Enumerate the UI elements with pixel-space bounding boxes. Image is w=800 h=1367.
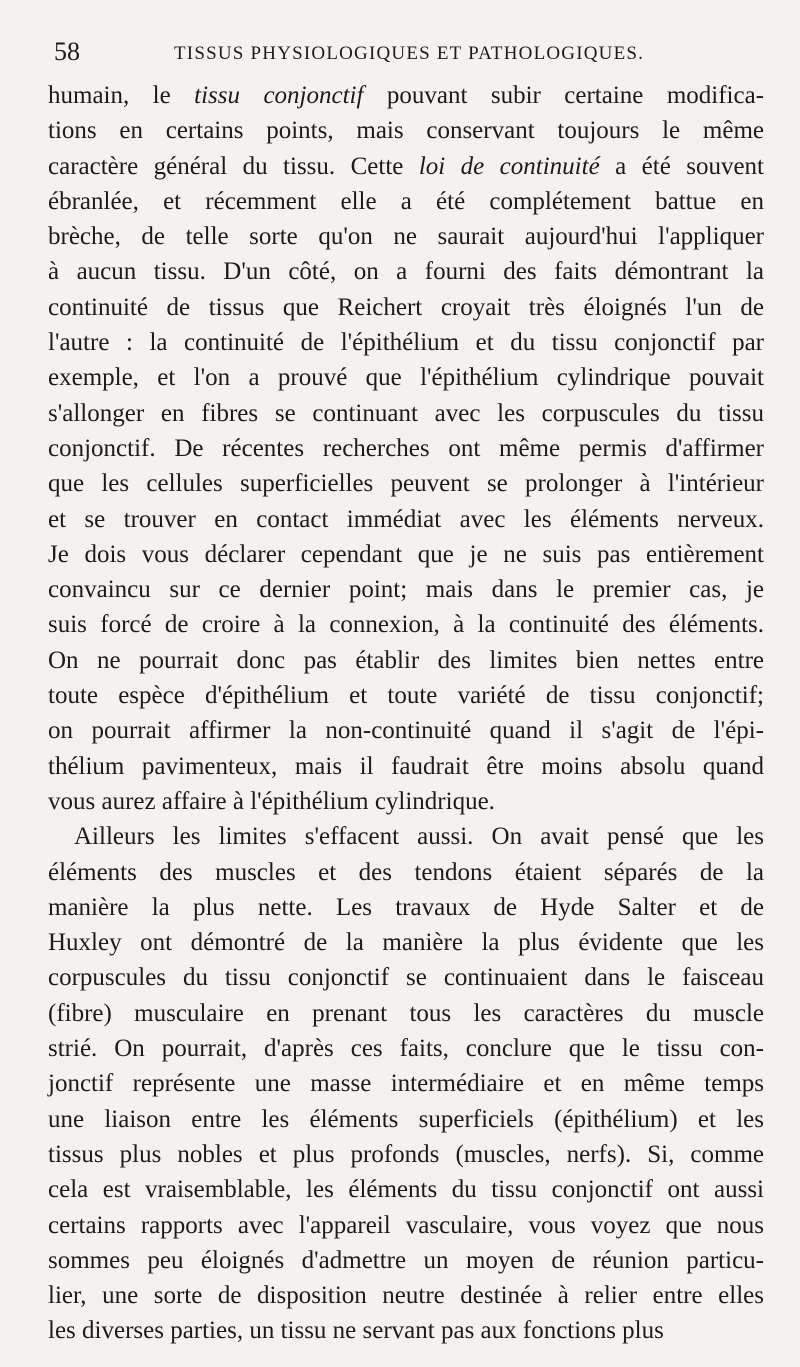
text-run: toute espèce d'épithélium et toute variété de tissu conjonctif; — [48, 682, 764, 710]
text-line — [48, 149, 764, 184]
page-header — [54, 36, 760, 68]
text-line — [48, 396, 764, 431]
text-run: sommes peu éloignés d'admettre un moyen de réunion particu- — [48, 1246, 764, 1274]
text-line — [48, 184, 764, 219]
italic-run: tissu conjonctif — [194, 82, 364, 109]
text-run: brèche, de telle sorte qu'on ne saurait aujourd'hui l'appliquer — [48, 223, 764, 251]
text-line — [48, 254, 764, 289]
text-line — [48, 855, 764, 890]
text-run: suis forcé de croire à la connexion, à la continuité des éléments. — [48, 611, 764, 639]
text-run: corpuscules du tissu conjonctif se continuaient dans le faisceau — [48, 964, 764, 992]
text-line — [48, 113, 764, 148]
italic-run: loi de continuité — [418, 152, 600, 180]
text-line — [48, 360, 764, 395]
text-run: s'allonger en fibres se continuant avec les corpuscules du tissu — [48, 399, 764, 427]
text-line — [48, 466, 764, 501]
text-run: conjonctif. De récentes recherches ont même permis d'affirmer — [48, 434, 764, 462]
text-run: et se trouver en contact immédiat avec les éléments nerveux. — [48, 505, 764, 533]
text-run: certains rapports avec l'appareil vasculaire, vous voyez que nous — [48, 1211, 764, 1239]
text-line — [48, 1172, 764, 1207]
text-line — [48, 643, 764, 678]
text-run: éléments des muscles et des tendons étaient séparés de la — [48, 858, 764, 886]
text-run: tions en certains points, mais conservant toujours le même — [48, 117, 764, 145]
text-line — [48, 325, 764, 360]
text-line — [48, 1066, 764, 1101]
text-run: convaincu sur ce dernier point; mais dans le premier cas, je — [48, 576, 764, 604]
text-line — [48, 890, 764, 925]
text-run: une liaison entre les éléments superficiels (épithélium) et les — [48, 1105, 764, 1133]
text-run: les diverses parties, un tissu ne servant pas aux fonctions plus — [48, 1317, 664, 1345]
text-run: cela est vraisemblable, les éléments du tissu conjonctif ont aussi — [48, 1176, 764, 1204]
text-line — [48, 713, 764, 748]
text-run: (fibre) musculaire en prenant tous les caractères du muscle — [48, 999, 764, 1027]
text-run: exemple, et l'on a prouvé que l'épithélium cylindrique pouvait — [48, 364, 764, 392]
text-line — [48, 960, 764, 995]
text-line — [48, 1208, 764, 1243]
text-line — [48, 1243, 764, 1278]
text-run: pouvant subir certaine modifica- — [363, 82, 764, 109]
text-run: thélium pavimenteux, mais il faudrait être moins absolu quand — [48, 752, 764, 780]
text-run: à aucun tissu. D'un côté, on a fourni des faits démontrant la — [48, 258, 764, 286]
text-run: continuité de tissus que Reichert croyait très éloignés l'un de — [48, 293, 764, 321]
page-number: 58 — [54, 37, 80, 66]
text-run: Ailleurs les limites s'effacent aussi. On avait pensé que les — [74, 823, 764, 851]
text-line — [48, 1137, 764, 1172]
text-line — [48, 1313, 764, 1348]
text-run: caractère général du tissu. Cette — [48, 152, 419, 180]
text-line — [48, 290, 764, 325]
text-run: vous aurez affaire à l'épithélium cylindrique. — [48, 787, 495, 815]
text-run: Huxley ont démontré de la manière la plus évidente que les — [48, 929, 764, 957]
text-run: lier, une sorte de disposition neutre destinée à relier entre elles — [48, 1282, 764, 1310]
text-line — [48, 78, 764, 113]
text-line — [48, 1278, 764, 1313]
text-run: manière la plus nette. Les travaux de Hyde Salter et de — [48, 893, 764, 921]
text-run: strié. On pourrait, d'après ces faits, conclure que le tissu con- — [48, 1035, 764, 1063]
text-run: humain, le — [48, 82, 195, 109]
text-line — [48, 537, 764, 572]
text-line — [48, 1031, 764, 1066]
body-text — [48, 78, 764, 1349]
text-line — [48, 996, 764, 1031]
text-line — [48, 819, 764, 854]
running-head: TISSUS PHYSIOLOGIQUES ET PATHOLOGIQUES. — [174, 43, 645, 64]
text-run: ébranlée, et récemment elle a été complétement battue en — [48, 187, 764, 215]
text-line — [48, 1102, 764, 1137]
text-line — [48, 678, 764, 713]
text-run: On ne pourrait donc pas établir des limites bien nettes entre — [48, 646, 764, 674]
text-run: a été souvent — [599, 152, 765, 180]
text-run: Je dois vous déclarer cependant que je ne suis pas entièrement — [48, 540, 764, 568]
text-line — [48, 219, 764, 254]
text-run: jonctif représente une masse intermédiaire et en même temps — [48, 1070, 764, 1098]
text-run: on pourrait affirmer la non-continuité quand il s'agit de l'épi- — [48, 717, 764, 745]
text-line — [48, 925, 764, 960]
text-line — [48, 607, 764, 642]
text-line — [48, 572, 764, 607]
text-line — [48, 784, 764, 819]
text-line — [48, 502, 764, 537]
text-line — [48, 431, 764, 466]
text-line — [48, 749, 764, 784]
text-run: l'autre : la continuité de l'épithélium et du tissu conjonctif par — [48, 329, 764, 357]
text-run: que les cellules superficielles peuvent se prolonger à l'intérieur — [48, 470, 764, 498]
text-run: tissus plus nobles et plus profonds (muscles, nerfs). Si, comme — [48, 1140, 764, 1168]
